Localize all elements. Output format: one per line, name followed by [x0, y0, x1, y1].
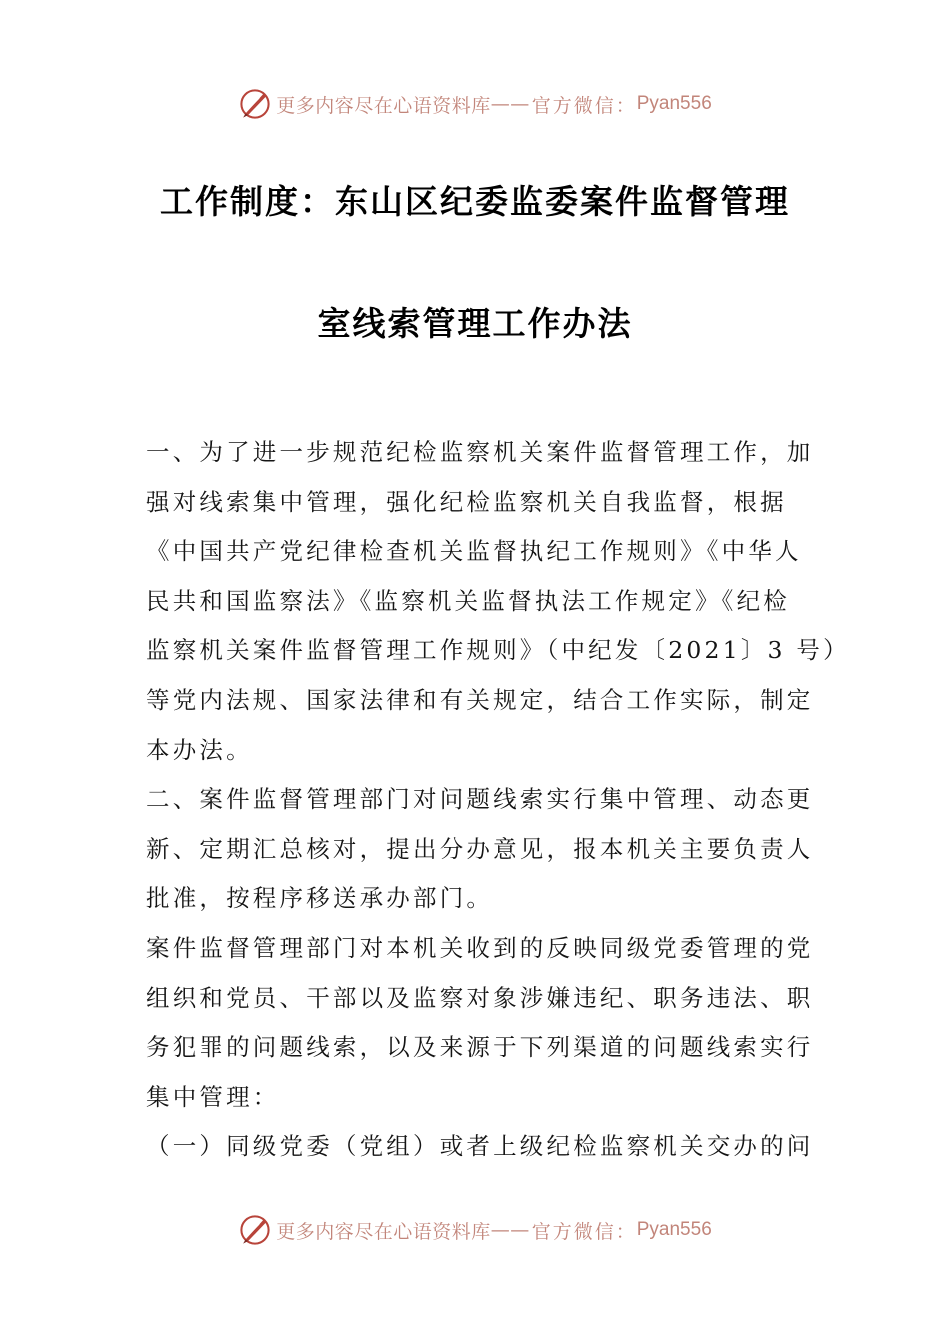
watermark-dash: ——: [490, 93, 530, 115]
quill-pen-logo-icon: [238, 87, 272, 121]
header-watermark: [0, 84, 950, 124]
body-line: （一）同级党委（党组）或者上级纪检监察机关交办的问: [146, 1132, 814, 1161]
body-line: 二、案件监督管理部门对问题线索实行集中管理、动态更: [146, 785, 814, 814]
body-line: 强对线索集中管理，强化纪检监察机关自我监督，根据: [146, 487, 787, 516]
body-line: 新、定期汇总核对，提出分办意见，报本机关主要负责人: [146, 834, 814, 863]
body-line: 批准，按程序移送承办部门。: [146, 884, 494, 913]
body-line: 本办法。: [146, 735, 253, 764]
watermark-label: 官方微信：: [531, 1220, 637, 1243]
body-line: 集中管理：: [146, 1082, 280, 1111]
body-line: 《中国共产党纪律检查机关监督执纪工作规则》《中华人: [146, 537, 802, 566]
body-line: 等党内法规、国家法律和有关规定，结合工作实际，制定: [146, 685, 814, 714]
body-line: 组织和党员、干部以及监察对象涉嫌违纪、职务违法、职: [146, 983, 814, 1012]
watermark-wechat-id: Pyan556: [636, 93, 712, 114]
watermark-label: 官方微信：: [531, 94, 637, 117]
body-line: 民共和国监察法》《监察机关监督执法工作规定》《纪检: [146, 586, 790, 615]
body-line: 案件监督管理部门对本机关收到的反映同级党委管理的党: [146, 933, 814, 962]
document-title-line-2: 室线索管理工作办法: [317, 304, 633, 343]
watermark-dash: ——: [490, 1219, 530, 1241]
watermark-slogan: 更多内容尽在心语资料库: [276, 1220, 491, 1243]
footer-watermark: [0, 1210, 950, 1250]
watermark-wechat-id: Pyan556: [636, 1219, 712, 1240]
quill-pen-logo-icon: [238, 1213, 272, 1247]
body-line: 监察机关案件监督管理工作规则》（中纪发〔2021〕3 号）: [146, 636, 850, 665]
document-title-line-1: 工作制度：东山区纪委监委案件监督管理: [160, 182, 790, 221]
body-line: 一、为了进一步规范纪检监察机关案件监督管理工作，加: [146, 438, 814, 466]
watermark-slogan: 更多内容尽在心语资料库: [276, 94, 491, 117]
body-line: 务犯罪的问题线索，以及来源于下列渠道的问题线索实行: [146, 1033, 814, 1062]
document-body: [146, 428, 850, 1172]
